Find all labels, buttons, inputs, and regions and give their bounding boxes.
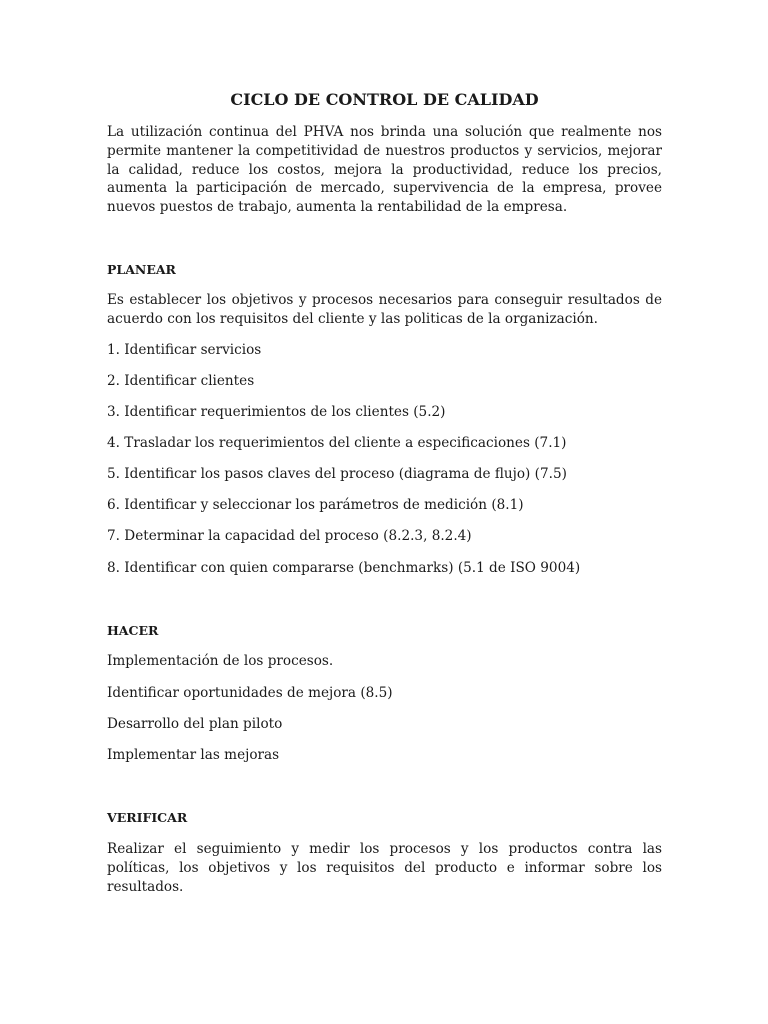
list-item: 3. Identificar requerimientos de los clientes (5.2) (107, 404, 446, 420)
document-title: CICLO DE CONTROL DE CALIDAD (230, 90, 539, 109)
list-item: Identificar oportunidades de mejora (8.5) (107, 685, 393, 701)
list-item: 2. Identificar clientes (107, 373, 255, 389)
section-heading-planear: PLANEAR (107, 262, 176, 277)
section-heading-verificar: VERIFICAR (107, 810, 188, 825)
verificar-description: Realizar el seguimiento y medir los procesos y los productos contra las políticas, los objetivos y los requisitos del producto e informar sobre los resultados. (107, 841, 662, 895)
list-item: Implementación de los procesos. (107, 653, 334, 669)
list-item: Implementar las mejoras (107, 747, 280, 763)
section-heading-hacer: HACER (107, 623, 159, 638)
list-item: 4. Trasladar los requerimientos del cliente a especificaciones (7.1) (107, 435, 567, 451)
list-item: 7. Determinar la capacidad del proceso (8.2.3, 8.2.4) (107, 528, 472, 544)
list-item: Desarrollo del plan piloto (107, 716, 283, 732)
list-item: 5. Identificar los pasos claves del proceso (diagrama de flujo) (7.5) (107, 466, 567, 482)
list-item: 1. Identificar servicios (107, 342, 262, 358)
list-item: 8. Identificar con quien compararse (benchmarks) (5.1 de ISO 9004) (107, 560, 581, 576)
list-item: 6. Identificar y seleccionar los parámetros de medición (8.1) (107, 497, 524, 513)
planear-description: Es establecer los objetivos y procesos necesarios para conseguir resultados de acuerdo con los requisitos del cliente y las politicas de la organización. (107, 292, 662, 327)
intro-paragraph: La utilización continua del PHVA nos brinda una solución que realmente nos permite mantener la competitividad de nuestros productos y servicios, mejorar la calidad, reduce los costos, mejora la productividad, reduce los precios, aumenta la participación de mercado, supervivencia de la empresa, provee nuevos puestos de trabajo, aumenta la rentabilidad de la empresa. (107, 124, 662, 216)
